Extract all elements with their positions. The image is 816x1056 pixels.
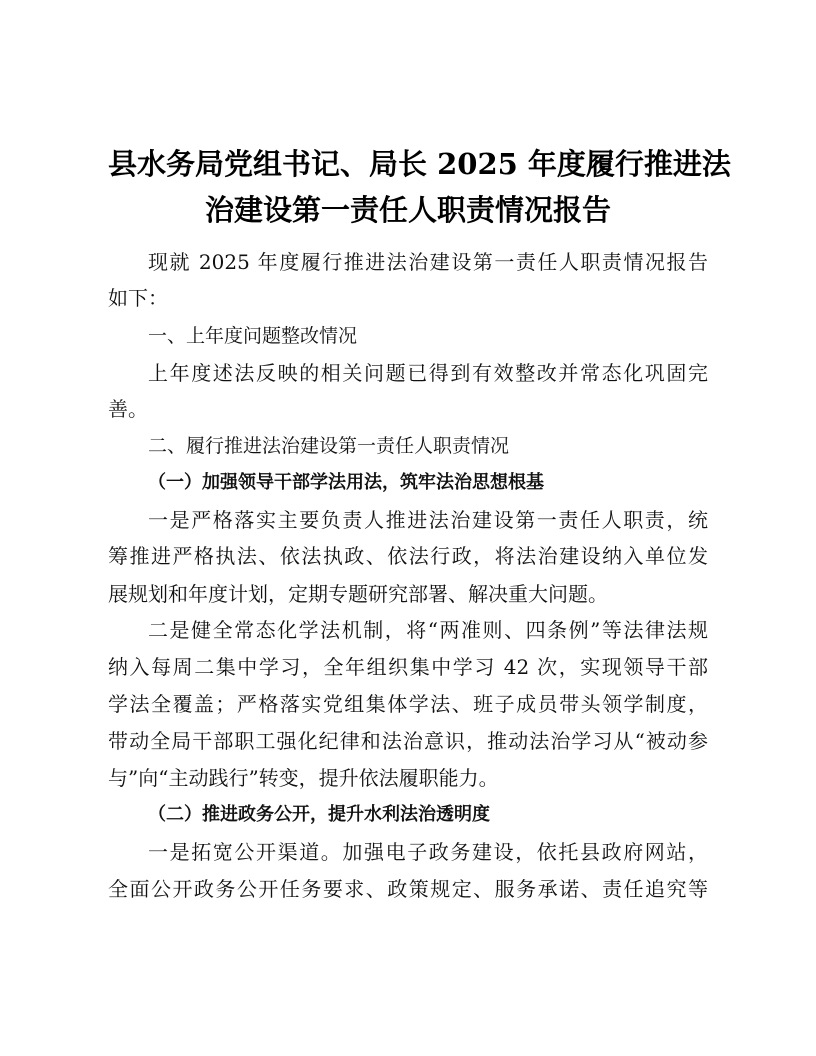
para-1-line-3: 展规划和年度计划，定期专题研究部署、解决重大问题。 <box>108 582 608 606</box>
para-2-line-5: 与”向“主动践行”转变，提升依法履职能力。 <box>108 766 499 790</box>
intro-line-2: 如下： <box>108 286 168 310</box>
para-2-line-2: 纳入每周二集中学习，全年组织集中学习 42 次，实现领导干部 <box>108 655 708 679</box>
para-2-line-3: 学法全覆盖；严格落实党组集体学法、班子成员带头领学制度， <box>108 692 708 716</box>
para-3-line-1: 一是拓宽公开渠道。加强电子政务建设，依托县政府网站， <box>148 840 708 864</box>
para-2-line-4: 带动全局干部职工强化纪律和法治意识，推动法治学习从“被动参 <box>108 729 708 753</box>
para-3-line-2: 全面公开政务公开任务要求、政策规定、服务承诺、责任追究等 <box>108 877 708 901</box>
document-title-line-1: 县水务局党组书记、局长 2025 年度履行推进法 <box>108 147 731 181</box>
para-1-line-2: 筹推进严格执法、依法执政、依法行政，将法治建设纳入单位发 <box>108 544 708 568</box>
section-heading-2: 二、履行推进法治建设第一责任人职责情况 <box>148 435 510 457</box>
subsection-heading-1: （一）加强领导干部学法用法，筑牢法治思想根基 <box>148 472 544 493</box>
para-1-line-1: 一是严格落实主要负责人推进法治建设第一责任人职责，统 <box>148 508 708 532</box>
intro-line-1: 现就 2025 年度履行推进法治建设第一责任人职责情况报告 <box>148 250 708 274</box>
section-1-line-1: 上年度述法反映的相关问题已得到有效整改并常态化巩固完 <box>148 361 708 385</box>
document-title-line-2: 治建设第一责任人职责情况报告 <box>204 193 611 227</box>
section-1-line-2: 善。 <box>108 397 148 421</box>
section-heading-1: 一、上年度问题整改情况 <box>148 325 358 347</box>
para-2-line-1: 二是健全常态化学法机制，将“两准则、四条例”等法律法规 <box>148 618 708 642</box>
subsection-heading-2: （二）推进政务公开，提升水利法治透明度 <box>148 804 490 825</box>
